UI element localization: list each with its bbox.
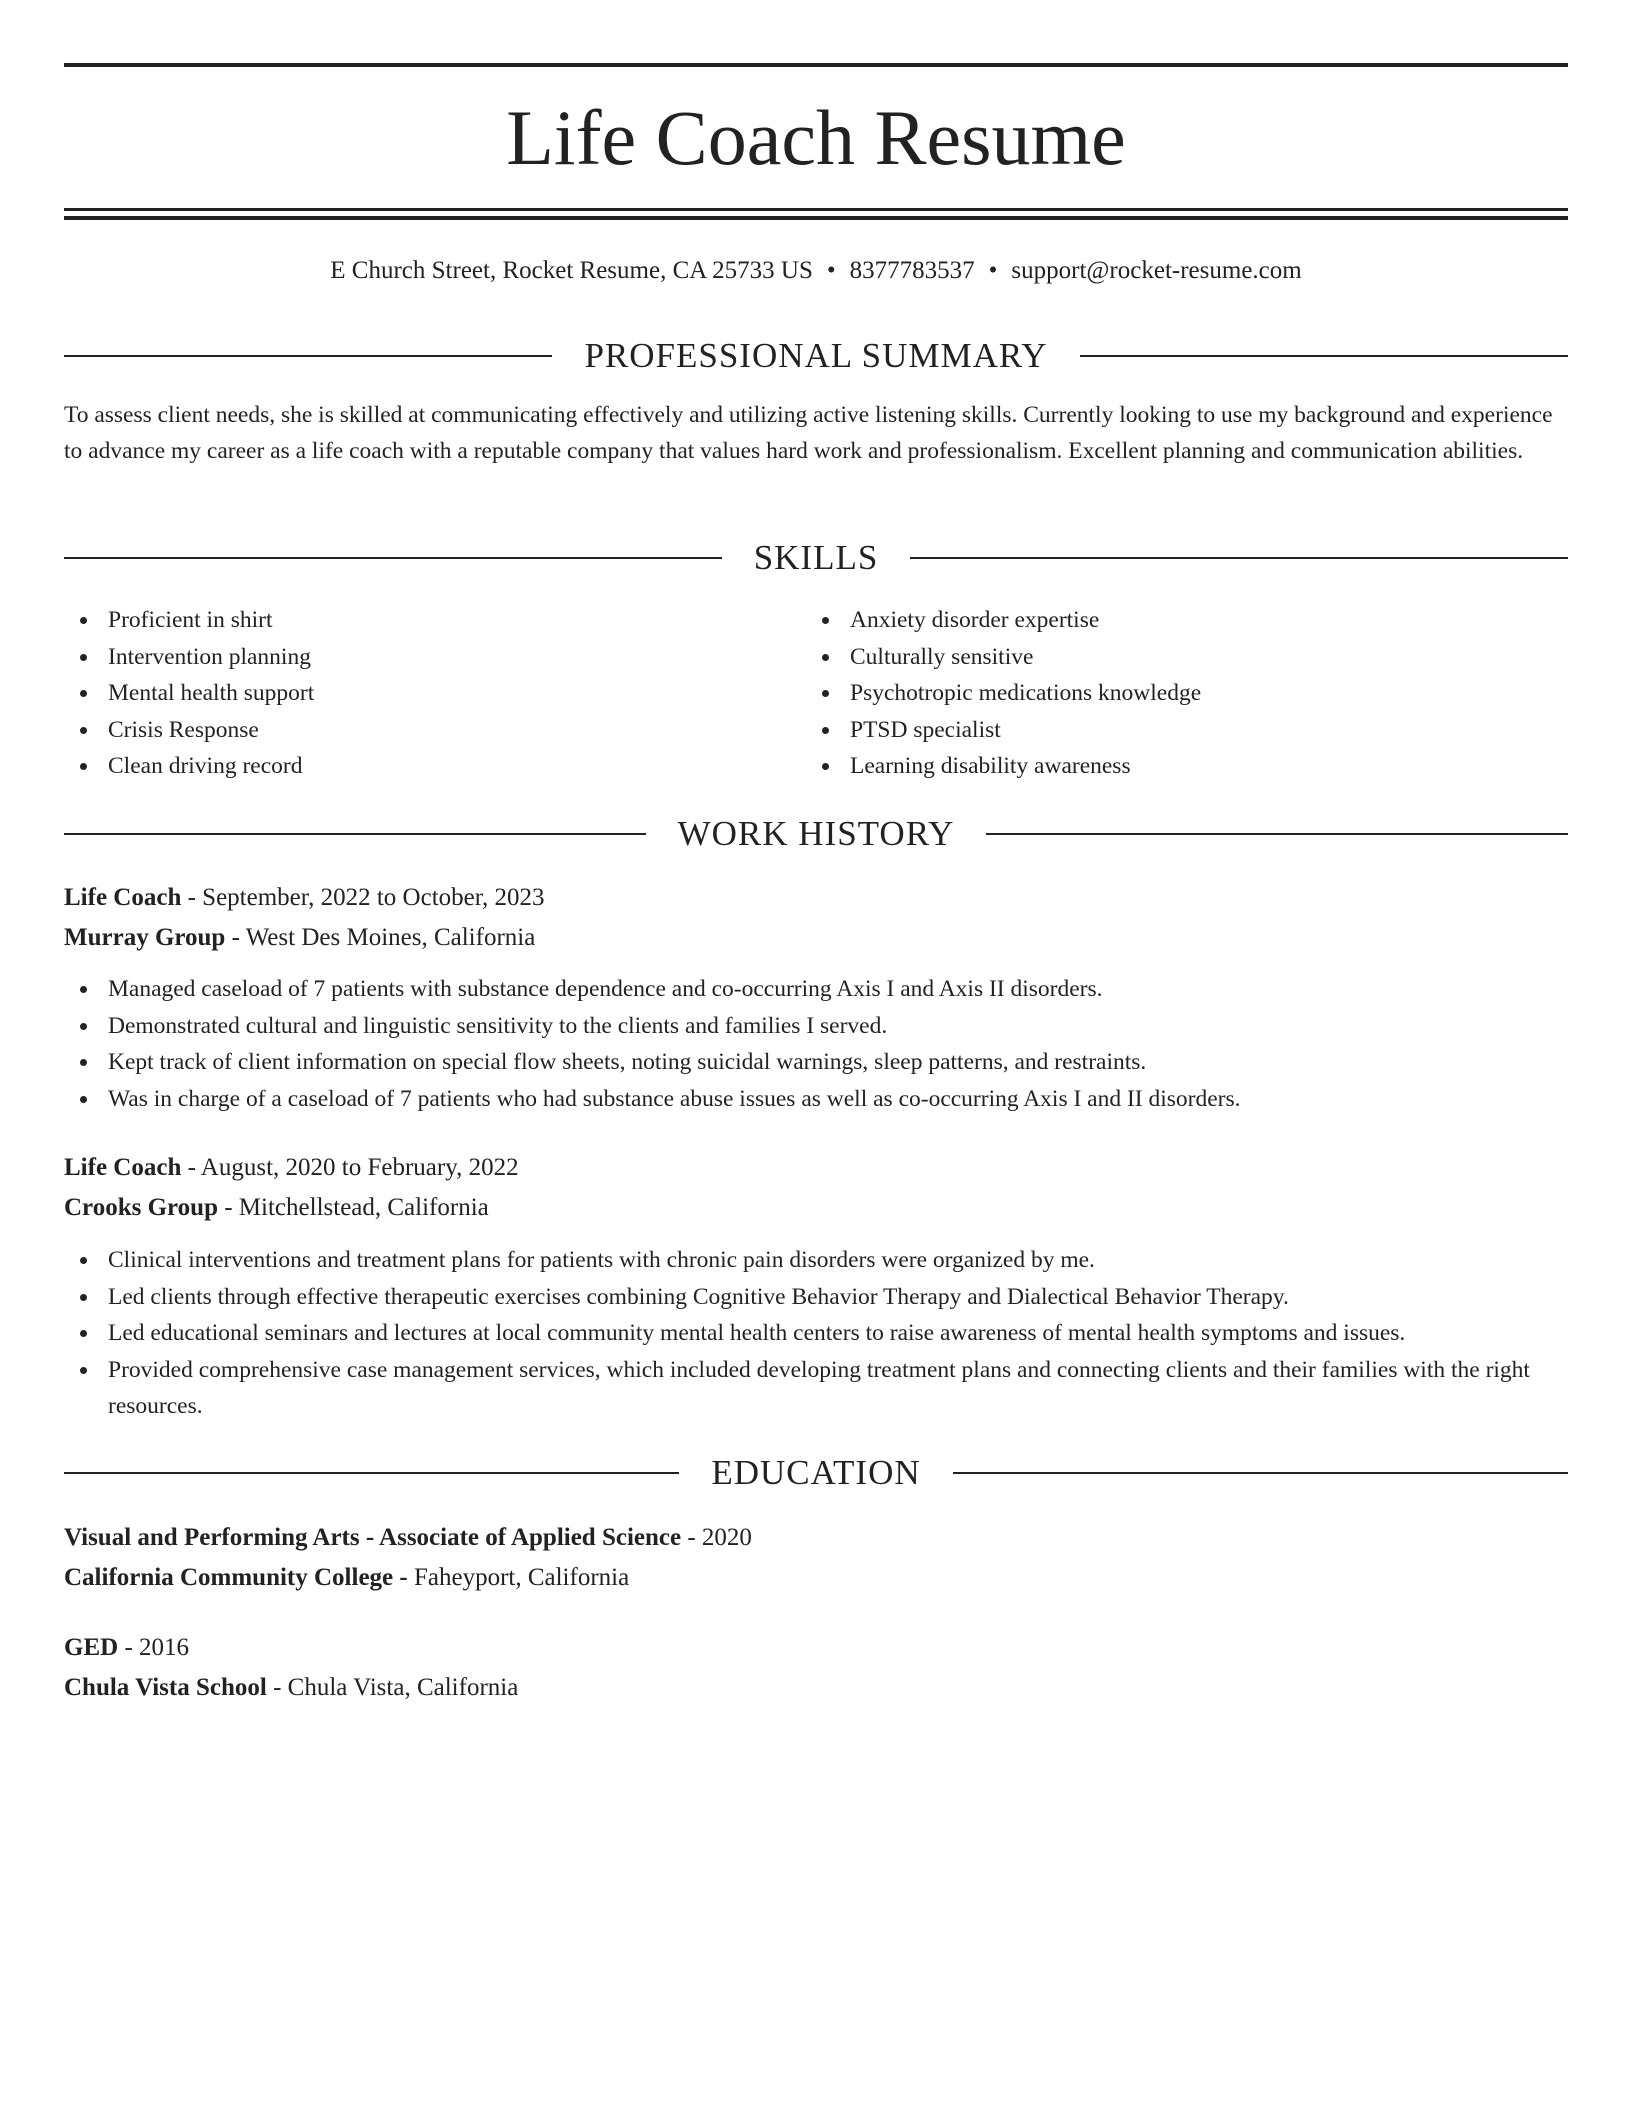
skill-item: Learning disability awareness <box>806 748 1506 785</box>
education-location: Faheyport, California <box>407 1564 630 1591</box>
header-bottom-rule-thick <box>64 216 1568 220</box>
contact-separator: • <box>988 257 998 284</box>
education-entry <box>64 1628 1568 1708</box>
job-title-line <box>64 878 1568 918</box>
skill-item: Clean driving record <box>64 748 764 785</box>
skills-section-heading <box>64 533 1568 583</box>
job-title-line <box>64 1148 1568 1188</box>
contact-phone: 8377783537 <box>849 257 975 284</box>
work-section-heading <box>64 809 1568 859</box>
divider-line <box>64 833 646 835</box>
education-location: - Chula Vista, California <box>266 1674 519 1701</box>
divider-line <box>1080 355 1568 357</box>
skill-item: Intervention planning <box>64 639 764 676</box>
contact-line <box>64 254 1568 288</box>
skill-item: Proficient in shirt <box>64 602 764 639</box>
summary-section-heading <box>64 331 1568 381</box>
job-location: - West Des Moines, California <box>225 924 536 951</box>
skills-right-column <box>806 602 1506 785</box>
job-dates: - September, 2022 to October, 2023 <box>181 884 545 911</box>
job-entry <box>64 1148 1568 1228</box>
divider-line <box>986 833 1568 835</box>
education-degree-line <box>64 1628 1568 1668</box>
skills-left-column <box>64 602 764 785</box>
education-degree: Visual and Performing Arts - Associate of Applied Science <box>64 1524 682 1551</box>
job-duty: Was in charge of a caseload of 7 patients who had substance abuse issues as well as co-occurring Axis I and II disorders. <box>64 1081 1568 1118</box>
job-duty: Demonstrated cultural and linguistic sensitivity to the clients and families I served. <box>64 1008 1568 1045</box>
divider-line <box>953 1472 1568 1474</box>
skills-list-right <box>806 602 1506 785</box>
skills-heading: SKILLS <box>753 538 879 577</box>
education-heading: EDUCATION <box>711 1453 921 1492</box>
divider-line <box>64 557 722 559</box>
header-bottom-rule-thin <box>64 208 1568 211</box>
skill-item: Culturally sensitive <box>806 639 1506 676</box>
skill-item: Psychotropic medications knowledge <box>806 675 1506 712</box>
job-duty: Clinical interventions and treatment plans for patients with chronic pain disorders were organized by me. <box>64 1242 1568 1279</box>
contact-address: E Church Street, Rocket Resume, CA 25733 US <box>330 257 813 284</box>
job-duty: Led clients through effective therapeutic exercises combining Cognitive Behavior Therapy and Dialectical Behavior Therapy. <box>64 1279 1568 1316</box>
job-dates: - August, 2020 to February, 2022 <box>181 1154 519 1181</box>
skill-item: Mental health support <box>64 675 764 712</box>
header-top-rule <box>64 63 1568 67</box>
job-title: Life Coach <box>64 884 182 911</box>
job-duty: Led educational seminars and lectures at local community mental health centers to raise awareness of mental health symptoms and issues. <box>64 1315 1568 1352</box>
contact-email: support@rocket-resume.com <box>1011 257 1302 284</box>
education-entry <box>64 1518 1568 1598</box>
skill-item: Crisis Response <box>64 712 764 749</box>
job-company: Murray Group <box>64 924 226 951</box>
education-school: California Community College - <box>64 1564 408 1591</box>
skills-list-left <box>64 602 764 785</box>
skill-item: PTSD specialist <box>806 712 1506 749</box>
job-duties-list <box>64 1242 1568 1425</box>
job-duties-list <box>64 971 1568 1117</box>
job-company-line <box>64 918 1568 958</box>
contact-separator: • <box>826 257 836 284</box>
divider-line <box>64 1472 679 1474</box>
summary-section <box>64 397 1568 469</box>
education-degree-line <box>64 1518 1568 1558</box>
divider-line <box>64 355 552 357</box>
summary-heading: PROFESSIONAL SUMMARY <box>584 336 1048 375</box>
job-duty: Kept track of client information on special flow sheets, noting suicidal warnings, sleep patterns, and restraints. <box>64 1044 1568 1081</box>
job-bullets <box>64 1242 1568 1425</box>
divider-line <box>910 557 1568 559</box>
job-entry <box>64 878 1568 958</box>
work-heading: WORK HISTORY <box>677 814 955 853</box>
education-school-line <box>64 1558 1568 1598</box>
job-company-line <box>64 1188 1568 1228</box>
job-duty: Managed caseload of 7 patients with substance dependence and co-occurring Axis I and Axis II disorders. <box>64 971 1568 1008</box>
job-title: Life Coach <box>64 1154 182 1181</box>
job-bullets <box>64 971 1568 1117</box>
education-section-heading <box>64 1448 1568 1498</box>
education-school: Chula Vista School <box>64 1674 267 1701</box>
skill-item: Anxiety disorder expertise <box>806 602 1506 639</box>
job-duty: Provided comprehensive case management services, which included developing treatment plans and connecting clients and their families with the right resources. <box>64 1352 1568 1425</box>
job-company: Crooks Group <box>64 1194 218 1221</box>
education-degree: GED <box>64 1634 119 1661</box>
education-year: - 2016 <box>118 1634 190 1661</box>
education-year: - 2020 <box>681 1524 752 1551</box>
job-location: - Mitchellstead, California <box>217 1194 489 1221</box>
summary-text: To assess client needs, she is skilled at communicating effectively and utilizing active listening skills. Currently looking to use my background and experience to advance my career as a life coach with a reputable company that values hard work and professionalism. Excellent planning and communication abilities. <box>64 402 1553 464</box>
education-school-line <box>64 1668 1568 1708</box>
page-title: Life Coach Resume <box>506 94 1126 181</box>
